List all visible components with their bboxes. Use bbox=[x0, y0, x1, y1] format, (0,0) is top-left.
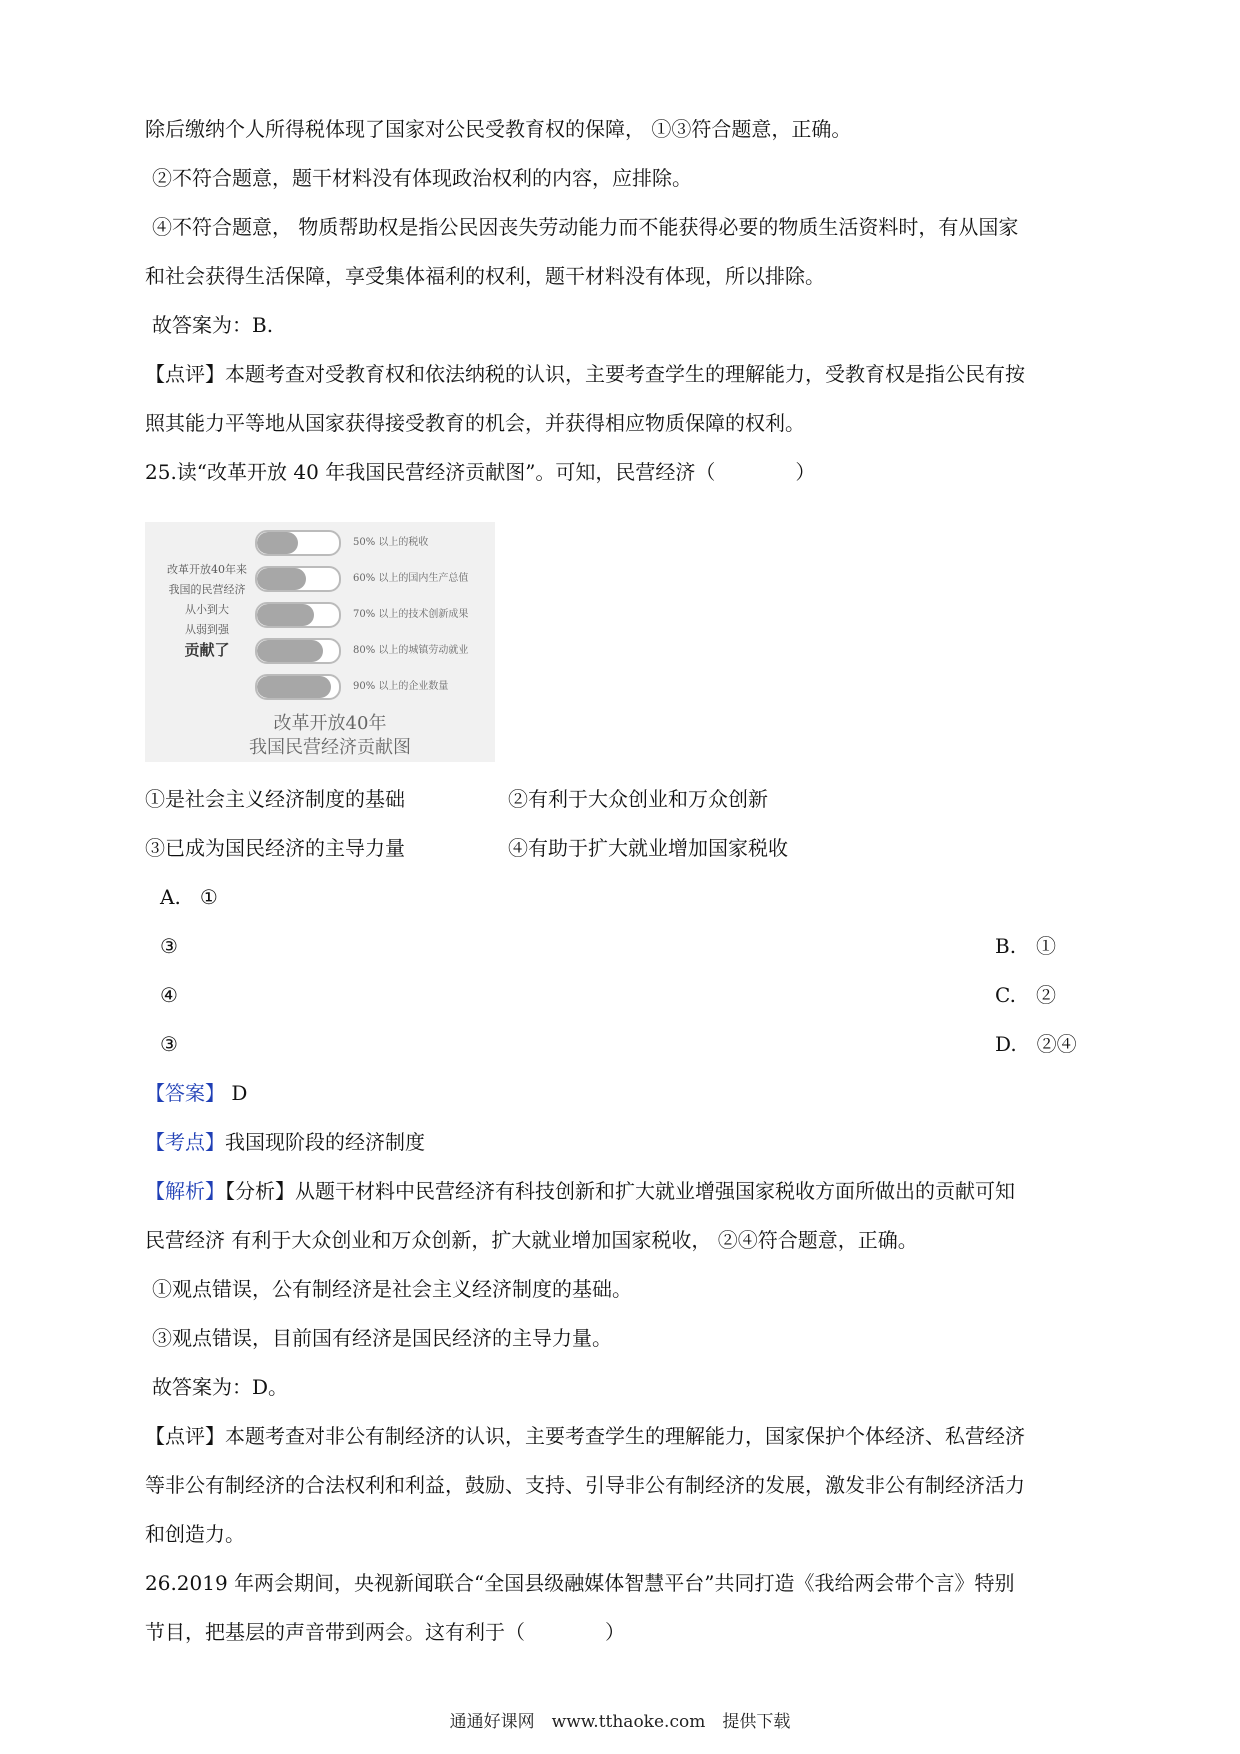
comment-line bbox=[145, 360, 1025, 388]
bar-label: 60% 以上的国内生产总值 bbox=[353, 573, 469, 584]
bar-label: 90% 以上的企业数量 bbox=[353, 681, 449, 692]
comment-text: 本题考查对受教育权和依法纳税的认识，主要考查学生的理解能力，受教育权是指公民有按 bbox=[225, 362, 1025, 386]
paragraph-line: ④不符合题意， 物质帮助权是指公民因丧失劳动能力而不能获得必要的物质生活资料时，有从国家 bbox=[152, 215, 1019, 239]
progress-pill bbox=[255, 638, 341, 664]
figure-bar-row bbox=[255, 636, 487, 662]
figure-left-emphasis: 贡献了 bbox=[184, 641, 230, 659]
progress-pill bbox=[255, 674, 341, 700]
point-text: 我国现阶段的经济制度 bbox=[225, 1130, 425, 1154]
page-footer: 通通好课网 www.tthaoke.com 提供下载 bbox=[449, 1712, 791, 1732]
figure-left-line: 改革开放40年来 bbox=[167, 563, 247, 576]
analysis-line bbox=[145, 1177, 1015, 1205]
figure-left-line: 从弱到强 bbox=[185, 623, 229, 636]
choice-a-label: A. bbox=[160, 885, 181, 909]
paragraph-line: 除后缴纳个人所得税体现了国家对公民受教育权的保障， ①③符合题意，正确。 bbox=[145, 117, 852, 141]
figure-left-line: 从小到大 bbox=[185, 603, 229, 616]
choice-fragment: ③ bbox=[160, 934, 178, 958]
figure-bar-row bbox=[255, 528, 487, 554]
question-stem: 25.读“改革开放 40 年我国民营经济贡献图”。可知，民营经济（ ） bbox=[145, 460, 816, 484]
bar-label: 70% 以上的技术创新成果 bbox=[353, 609, 469, 620]
choice-c: C. ② bbox=[995, 983, 1056, 1007]
comment-text: 本题考查对非公有制经济的认识，主要考查学生的理解能力，国家保护个体经济、私营经济 bbox=[225, 1424, 1025, 1448]
choice-a bbox=[160, 883, 218, 911]
comment-line bbox=[145, 1422, 1025, 1450]
choice-fragment: ③ bbox=[160, 1032, 178, 1056]
choice-d: D. ②④ bbox=[995, 1032, 1077, 1056]
comment-line: 和创造力。 bbox=[145, 1522, 245, 1546]
comment-line: 等非公有制经济的合法权利和利益，鼓励、支持、引导非公有制经济的发展，激发非公有制经济活力 bbox=[145, 1473, 1025, 1497]
progress-pill bbox=[255, 566, 341, 592]
comment-tag: 【点评】 bbox=[145, 362, 225, 386]
figure-left-text bbox=[155, 560, 259, 660]
choice-fragment: ④ bbox=[160, 983, 178, 1007]
paragraph-line: 和社会获得生活保障，享受集体福利的权利，题干材料没有体现，所以排除。 bbox=[145, 264, 825, 288]
paragraph-line: ②不符合题意，题干材料没有体现政治权利的内容，应排除。 bbox=[152, 166, 692, 190]
pill-fill bbox=[257, 532, 298, 554]
pill-fill bbox=[257, 676, 331, 698]
comment-line: 照其能力平等地从国家获得接受教育的机会，并获得相应物质保障的权利。 bbox=[145, 411, 805, 435]
contribution-figure bbox=[145, 522, 495, 762]
answer-line bbox=[145, 1079, 247, 1107]
analysis-line: ③观点错误，目前国有经济是国民经济的主导力量。 bbox=[152, 1326, 612, 1350]
question-stem: 26.2019 年两会期间，央视新闻联合“全国县级融媒体智慧平台”共同打造《我给两会带个言》特别 bbox=[145, 1571, 1015, 1595]
question-stem: 节目，把基层的声音带到两会。这有利于（ ） bbox=[145, 1620, 625, 1644]
figure-bar-row bbox=[255, 600, 487, 626]
progress-pill bbox=[255, 602, 341, 628]
figure-left-line: 我国的民营经济 bbox=[168, 583, 246, 596]
option-2: ②有利于大众创业和万众创新 bbox=[508, 787, 768, 811]
figure-caption-line: 改革开放40年 bbox=[273, 713, 387, 734]
bar-label: 50% 以上的税收 bbox=[353, 537, 429, 548]
analysis-tag: 【解析】 bbox=[145, 1179, 225, 1203]
answer-value: D bbox=[231, 1081, 248, 1105]
bar-label: 80% 以上的城镇劳动就业 bbox=[353, 645, 469, 656]
figure-bar-row bbox=[255, 672, 487, 698]
answer-line: 故答案为：D。 bbox=[152, 1375, 289, 1399]
figure-caption bbox=[205, 712, 455, 760]
option-4: ④有助于扩大就业增加国家税收 bbox=[508, 836, 788, 860]
analysis-line: ①观点错误，公有制经济是社会主义经济制度的基础。 bbox=[152, 1277, 632, 1301]
figure-caption-line: 我国民营经济贡献图 bbox=[249, 737, 411, 758]
answer-tag: 【答案】 bbox=[145, 1081, 225, 1105]
figure-bar-row bbox=[255, 564, 487, 590]
progress-pill bbox=[255, 530, 341, 556]
option-3: ③已成为国民经济的主导力量 bbox=[145, 836, 405, 860]
pill-fill bbox=[257, 568, 306, 590]
point-tag: 【考点】 bbox=[145, 1130, 225, 1154]
pill-fill bbox=[257, 640, 323, 662]
pill-fill bbox=[257, 604, 314, 626]
comment-tag: 【点评】 bbox=[145, 1424, 225, 1448]
option-1: ①是社会主义经济制度的基础 bbox=[145, 787, 405, 811]
analysis-line: 民营经济 有利于大众创业和万众创新，扩大就业增加国家税收， ②④符合题意，正确。 bbox=[145, 1228, 918, 1252]
answer-line: 故答案为：B. bbox=[152, 313, 274, 337]
choice-b: B. ① bbox=[995, 934, 1057, 958]
analysis-text: 【分析】从题干材料中民营经济有科技创新和扩大就业增强国家税收方面所做出的贡献可知 bbox=[225, 1179, 1015, 1203]
point-line bbox=[145, 1128, 425, 1156]
choice-a-value: ① bbox=[199, 885, 218, 909]
